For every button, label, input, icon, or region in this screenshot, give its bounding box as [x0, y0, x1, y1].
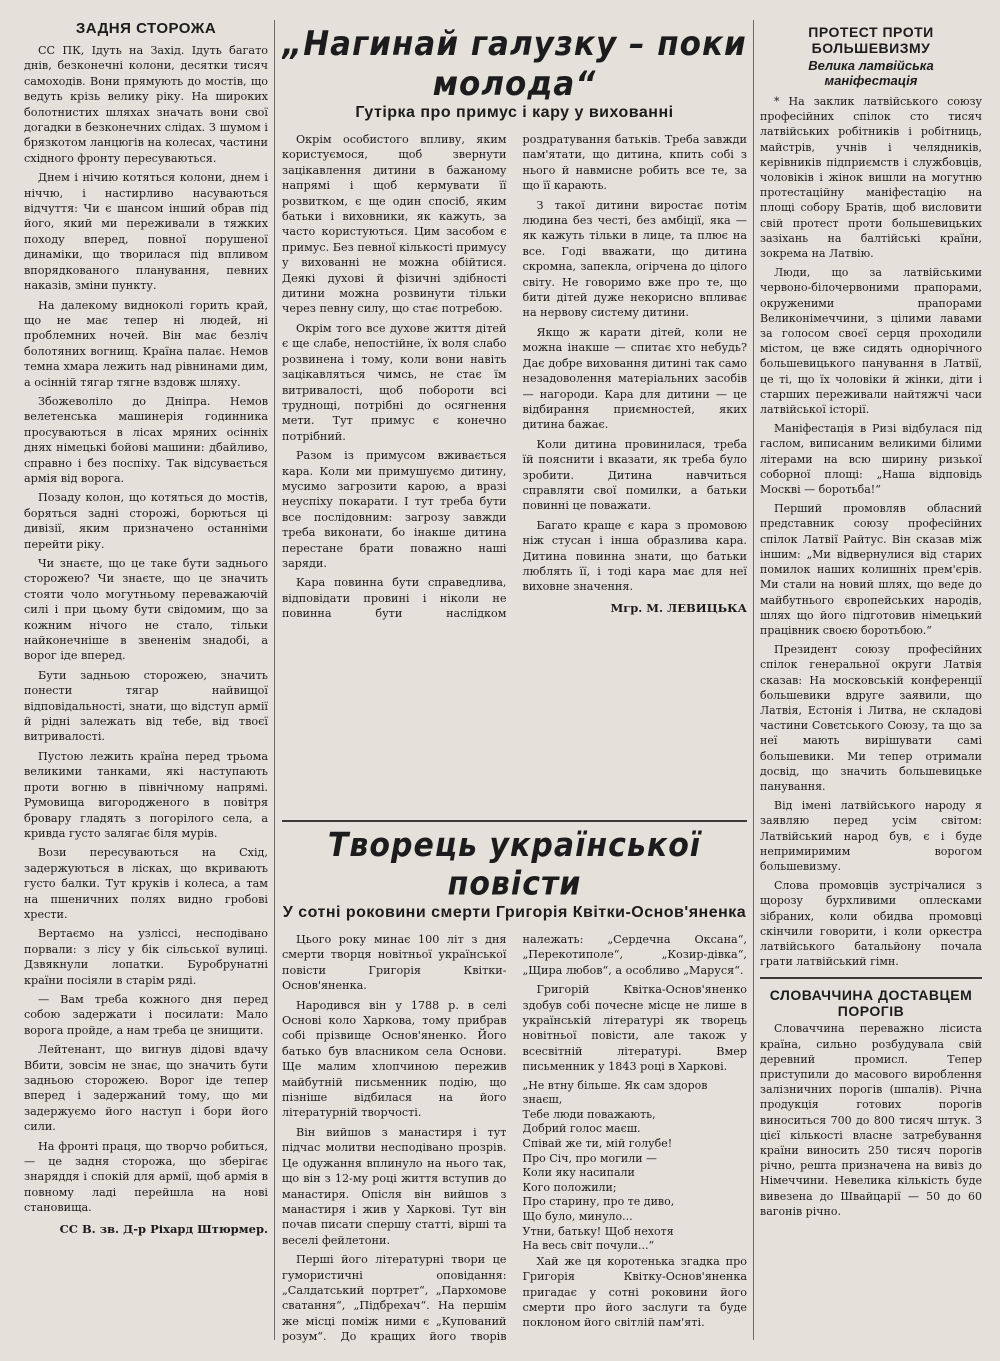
article-subtitle: У сотні роковини смерти Григорія Квітки-Основ'яненка	[282, 904, 747, 921]
article-title: ЗАДНЯ СТОРОЖА	[75, 20, 217, 37]
paragraph: Люди, що за латвійськими червоно-білочервоними прапорами, окруженими прапорами Великонімеччини, з цілими лавами за голосом своєї серця проходили містом, це вже сидять однорічного большевицького панування в Латвії, це ті, що їх чоловіки й жінки, діти і старших переживали найтяжчі часи латвійської історії.	[760, 266, 982, 417]
paragraph: Вертаємо на узліссі, несподівано порвали: з лісу у бік сільської вулиці. Дзвякнули лопатки. Буробрунатні країни посіяли в старім ряді.	[24, 927, 268, 987]
poem-line: На весь світ почули...“	[522, 1239, 655, 1253]
paragraph: Від імені латвійського народу я заявляю перед усім світом: Латвійський народ був, є і буде непримиримим ворогом большевизму.	[760, 799, 982, 873]
article-title-slovakia: СЛОВАЧЧИНА ДОСТАВЦЕМ ПОРОГІВ	[769, 987, 973, 1020]
article-bend-the-branch	[282, 22, 747, 807]
poem-line: Про старину, про те диво,	[522, 1195, 675, 1209]
poem-line: Кого положили;	[522, 1180, 617, 1194]
paragraph: Окрім особистого впливу, яким користуємося, щоб звернути зацікавлення дитини в бажаному напрямі і щоб кермувати її розвитком, є ще один спосіб, яким батьки і виховники, як кажуть, за часто користуються. Цим засобом є примус. Без певної кількості примусу у вихованні не можна обійтися. Деякі духові й фізичні здібності дитини можна розвинути тільки через певну силу, що стає потребою.	[282, 133, 507, 316]
article-subtitle: Гутірка про примус і кару у вихованні	[355, 104, 674, 121]
paragraph: Бути задньою сторожею, значить понести тягар найвищої відповідальності, знати, що відступ армії й рідні залежать від тебе, від твоєї витривалості.	[24, 668, 268, 744]
paragraph: На фронті праця, що творчо робиться, — це задня сторожа, що зберігає знаряддя і спокій для армії, щоб армія в повному ладі перейшла на нові становища.	[24, 1139, 268, 1215]
poem-line: Добрий голос маєш.	[522, 1122, 641, 1136]
paragraph: — Вам треба кожного дня перед собою задержати і посилати: Мало ворога пройде, а нам треба це знищити.	[24, 992, 268, 1037]
article-title: Творець української повісти	[327, 826, 702, 904]
paragraph: Перші його літературні твори це гумористичні оповідання: „Салдатський портрет“, „Пархомове сватання“, „Підбрехач“. На першім же місці поміж ними є „Купований розум“. До кращих його творів належать: „Сердечна Оксана“, „Перекотиполе“, „Козир-дівка“, „Щира любов“, а особливо „Маруся“.	[282, 933, 747, 1344]
poem-line: Що було, минуло...	[522, 1210, 633, 1223]
author-signature: СС В. зв. Д-р Ріхард Штюрмер.	[59, 1221, 268, 1236]
paragraph: Народився він у 1788 р. в селі Основі коло Харкова, тому прибрав собі прізвище Основ'яненко. Його батько був власником села Основи. Ще малим хлопчиною пережив майбутній письменник подію, що пізніше відбилася на його літературній творчості.	[282, 998, 507, 1120]
paragraph: Окрім того все духове життя дітей є ще слабе, непостійне, їх воля слабо розвинена і тому, коли вони навіть зацікавляться чимсь, не стає їм витривалості, щоб побороти всі труднощі, потрібні до осягнення мети. Тут примус є конечно потрібний.	[282, 321, 507, 443]
poem-line: Співай же ти, мій голубе!	[522, 1137, 673, 1151]
paragraph: З такої дитини виростає потім людина без честі, без амбіції, яка — як кажуть тільки в лице, та плює на все. Годі вважати, що дитина скромна, запекла, огірчена до цілого світу. Не говоримо вже про те, що бити дітей дуже некорисно впливає на нервову систему дитини.	[522, 198, 747, 320]
paragraph: Чи знаєте, що це таке бути заднього сторожею? Чи знаєте, що це значить стояти чоло могутньому переважаючій силі і при цьому бути свідомим, що за кожним нічого не стало, тільки найконечніше в звененім знадобі, а ворог іде вперед.	[24, 557, 268, 663]
paragraph: Григорій Квітка-Основ'яненко здобув собі почесне місце не лише в українській літературі як творець новітньої повісти, але також у всесвітній літературі. Вмер письменник у 1843 році в Харкові.	[522, 983, 747, 1074]
paragraph: Кара повинна бути справедлива, відповідати провині і ніколи не повинна бути наслідком роздратування батьків. Треба завжди пам'ятати, що дитина, кпить собі з нього й навмисне робить все те, за що її карають.	[282, 133, 747, 621]
paragraph: Позаду колон, що котяться до мостів, боряться задні сторожі, борються ці дивізії, яким призначено останніми перейти ріку.	[24, 491, 268, 551]
paragraph: Цього року минає 100 літ з дня смерти творця новітньої української повісти Григорія Квітки-Основ'яненка.	[282, 933, 507, 993]
poem-line: Утни, батьку! Щоб нехотя	[522, 1224, 674, 1238]
divider	[282, 820, 747, 822]
paragraph: Слова промовців зустрічалися з щорозу бурхливими оплесками зібраних, коли обидва промовці скінчили говорити, і коли оркестра латвійського батальйону почала грати латвійський гімн.	[760, 879, 982, 969]
paragraph: Пустою лежить країна перед трьома великими танками, які наступають проти вогню в північному напрямі. Румовища вигородженого в повітря бровару гладять з погорілого села, а кривда густо залягає біля мурів.	[24, 749, 268, 840]
paragraph: Президент союзу професійних спілок генеральної округи Латвія сказав: На московській конференції большевики вдруге заявили, що Латвія, Естонія і Литва, не складові частини Совєтського Союзу, та що за неї мають вирішувати самі большевики. Ми тепер отримали досвід, що значить большевицьке панування.	[760, 643, 982, 793]
article-protest-bolshevism	[760, 22, 982, 1352]
poem-line: Коли яку насипали	[522, 1166, 635, 1180]
author-signature: Мгр. М. ЛЕВИЦЬКА	[610, 600, 747, 615]
paragraph: Разом із примусом вживається кара. Коли ми примушуємо дитину, мусимо загрозити карою, а вразі неуспіху покарати. І тут треба бути все послідовним: загрозу завжди треба виконати, бо інакше дитина перестане брати поважно наші заряди.	[282, 449, 507, 570]
poem-line: „Не втну більше. Як сам здоров знаєш,	[522, 1078, 708, 1107]
article-rear-guard	[24, 18, 268, 1348]
paragraph: Перший промовляв обласний представник союзу професійних спілок Латвії Райтус. Він сказав між іншим: „Ми відвернулися від старих помилок наших колишніх прем'єрів. Ми стали на новий шлях, що веде до майбутнього європейських народів, шлях що його підготовив німецький працівник своєю боротьбою.“	[760, 502, 982, 637]
poem-line: Про Січ, про могили —	[522, 1151, 658, 1165]
paragraph: Він вийшов з манастиря і тут підчас молитви несподівано прозрів. Це одужання вплинуло на нього так, що він з 12-му році життя вступив до манастиря. Опісля він вийшов з манастиря і жив у Харкові. Тут він почав писати спершу статті, вірші та веселі фейлетони.	[282, 1125, 507, 1247]
paragraph: Лейтенант, що вигнув дідові вдачу Вбити, зовсім не знає, що значить бути задньою сторожею. Ворог іде тепер вперед і задержаний тому, що ми задержуємо його наступ і бори його сили.	[24, 1043, 268, 1134]
poem-line: Тебе люди поважають,	[522, 1107, 656, 1121]
paragraph: Днем і нічию котяться колони, днем і ніччю, і настирливо насуваються відчуття: Чи є шансом інший обрав під його, який ми переживали в тяжких походу вперед, повної порушеної динаміки, що творилася під впливом впорядкованого планування, певних наказів, зміни пункту.	[24, 171, 268, 293]
article-subtitle: Велика латвійська маніфестація	[808, 58, 934, 88]
paragraph: * На заклик латвійського союзу професійних спілок сто тисяч латвійських робітників і робітниць, майстрів, учнів і челядників, керівників підприємств і службовців, чоловіків і жінок вишли на могутню протестаційну маніфестацію на площі собору Братів, щоб висловити свій протест проти большевицьких зазіхань на балтійські країни, зокрема на Латвію.	[760, 95, 982, 261]
article-title: ПРОТЕСТ ПРОТИ БОЛЬШЕВИЗМУ	[808, 24, 934, 56]
article-kvitka-osnovianenko	[282, 812, 747, 1352]
column-divider	[753, 20, 754, 1340]
paragraph: Вози пересуваються на Схід, задержуються в лісках, що вкривають густо балки. Тут круків і колеса, а там на пшеничних полях видно гробові хрести.	[24, 846, 268, 921]
column-divider	[274, 20, 275, 1340]
article-body	[282, 132, 747, 622]
paragraph: Якщо ж карати дітей, коли не можна інакше — спитає хто небудь? Дає добре виховання дитині так само незадоволення матеріальних засобів — нагороди. Кара для дитини — це відбирання приємностей, яких дитина бажає.	[522, 325, 747, 432]
paragraph: СС ПК, Ідуть на Захід. Ідуть багато днів, безконечні колони, десятки тисяч самоходів. Вони прямують до мостів, що ведуть крізь велику ріку. На широких болотнистих шляхах значать вони свої догадки в безконечних слідах. З шумом і брязкотом ланцюгів на колесах, частини східного фронту пересуваються.	[24, 44, 268, 165]
paragraph: Коли дитина провинилася, треба їй пояснити і вказати, як треба було зробити. Дитина навчиться справляти свої помилки, а батьки повинні це поважати.	[522, 437, 747, 513]
paragraph: Багато краще є кара з промовою ніж стусан і інша образлива кара. Дитина повинна знати, що батьки люблять її, і тоді кара має для неї виховне значення.	[522, 518, 747, 594]
paragraph: Словаччина переважно лісиста країна, сильно розбудувала свій деревний промисл. Тепер приступили до масового вироблення залізничних порогів (шпалів). Річна продукція готових порогів виноситься 700 до 800 тисяч штук. З цієї кількості власне затребування країни виносить 250 тисяч порогів річно, решта призначена на вивіз до Німеччини. Невелика кількість буде вивезена до Швайцарії — 50 до 60 вагонів річно.	[760, 1022, 982, 1218]
paragraph: Збожеволіло до Дніпра. Немов велетенська машинерія годинника просуваються в лісах мряних осінніх днях німецькі бойові машини: дбайливо, справно і без поспіху. Так відсувається армія від ворога.	[24, 394, 268, 485]
divider	[760, 977, 982, 979]
paragraph: На далекому видноколі горить край, що не має тепер ні людей, ні проблемних ночей. Він має безліч болотяних вогнищ. Країна палає. Немов темна хмара лежить над рівнинами дим, а осінній тягар тягне вздовж шляху.	[24, 298, 268, 389]
paragraph: Маніфестація в Ризі відбулася під гаслом, виписаним великими білими літерами на всю ширину ризької соборної площі: „Наша відповідь Москві — боротьба!“	[760, 422, 982, 497]
article-title: „Нагинай галузку – поки молода“	[282, 24, 747, 104]
paragraph: Хай же ця коротенька згадка про Григорія Квітку-Основ'яненка пригадає у сотні роковини його смерти про його заслуги та буде поклоном його світлій пам'яті.	[522, 1254, 747, 1330]
article-body	[282, 932, 747, 1345]
